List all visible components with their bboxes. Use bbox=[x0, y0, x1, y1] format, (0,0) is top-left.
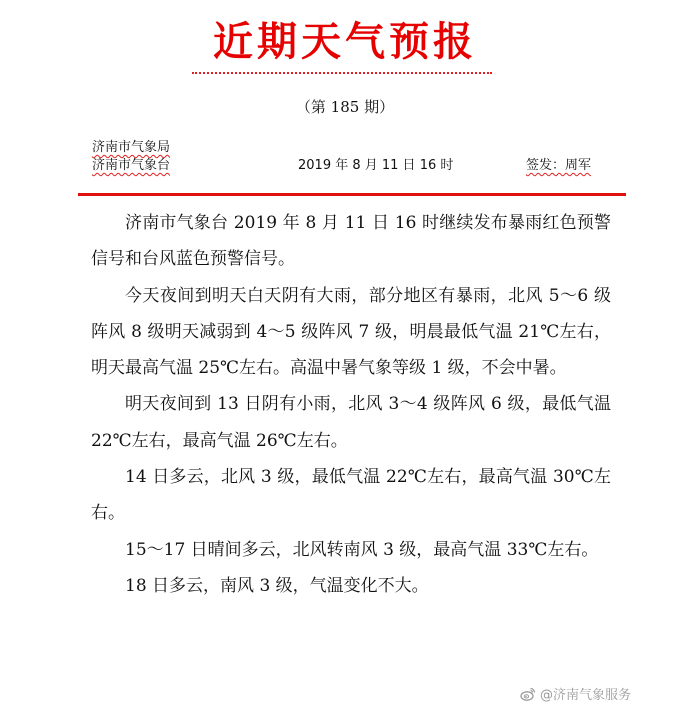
signer: 签发：周军 bbox=[526, 158, 592, 173]
red-header-rule bbox=[78, 193, 626, 196]
document-title: 近期天气预报 bbox=[213, 19, 477, 65]
paragraph-day-18: 18 日多云，南风 3 级，气温变化不大。 bbox=[125, 575, 429, 596]
watermark bbox=[520, 686, 631, 705]
paragraph-days-15-17: 15～17 日晴间多云，北风转南风 3 级，最高气温 33℃左右。 bbox=[125, 539, 599, 560]
paragraph-day-14: 14 日多云，北风 3 级，最低气温 22℃左右，最高气温 30℃左右。 bbox=[91, 467, 611, 524]
paragraph-warning: 济南市气象台 2019 年 8 月 11 日 16 时继续发布暴雨红色预警信号和台风蓝色预警信号。 bbox=[91, 213, 611, 270]
issuer-bureau: 济南市气象局 bbox=[92, 140, 171, 155]
watermark-text: @济南气象服务 bbox=[540, 688, 632, 703]
issue-number: （第 185 期） bbox=[295, 98, 395, 116]
paragraph-tonight-tomorrow: 今天夜间到明天白天阴有大雨，部分地区有暴雨，北风 5～6 级阵风 8 级明天减弱到 4～5 级阵风 7 级，明晨最低气温 21℃左右，明天最高气温 25℃左右。高温中暑气象等级 1 级，不会中暑。 bbox=[91, 285, 611, 379]
title-spellcheck-underline bbox=[192, 68, 492, 74]
weibo-logo-icon bbox=[520, 686, 536, 702]
paragraph-day-13: 明天夜间到 13 日阴有小雨，北风 3～4 级阵风 6 级，最低气温 22℃左右，最高气温 26℃左右。 bbox=[91, 394, 611, 451]
issue-datetime: 2019 年 8 月 11 日 16 时 bbox=[298, 158, 454, 173]
issuer-observatory: 济南市气象台 bbox=[92, 158, 171, 173]
forecast-body bbox=[91, 205, 611, 604]
